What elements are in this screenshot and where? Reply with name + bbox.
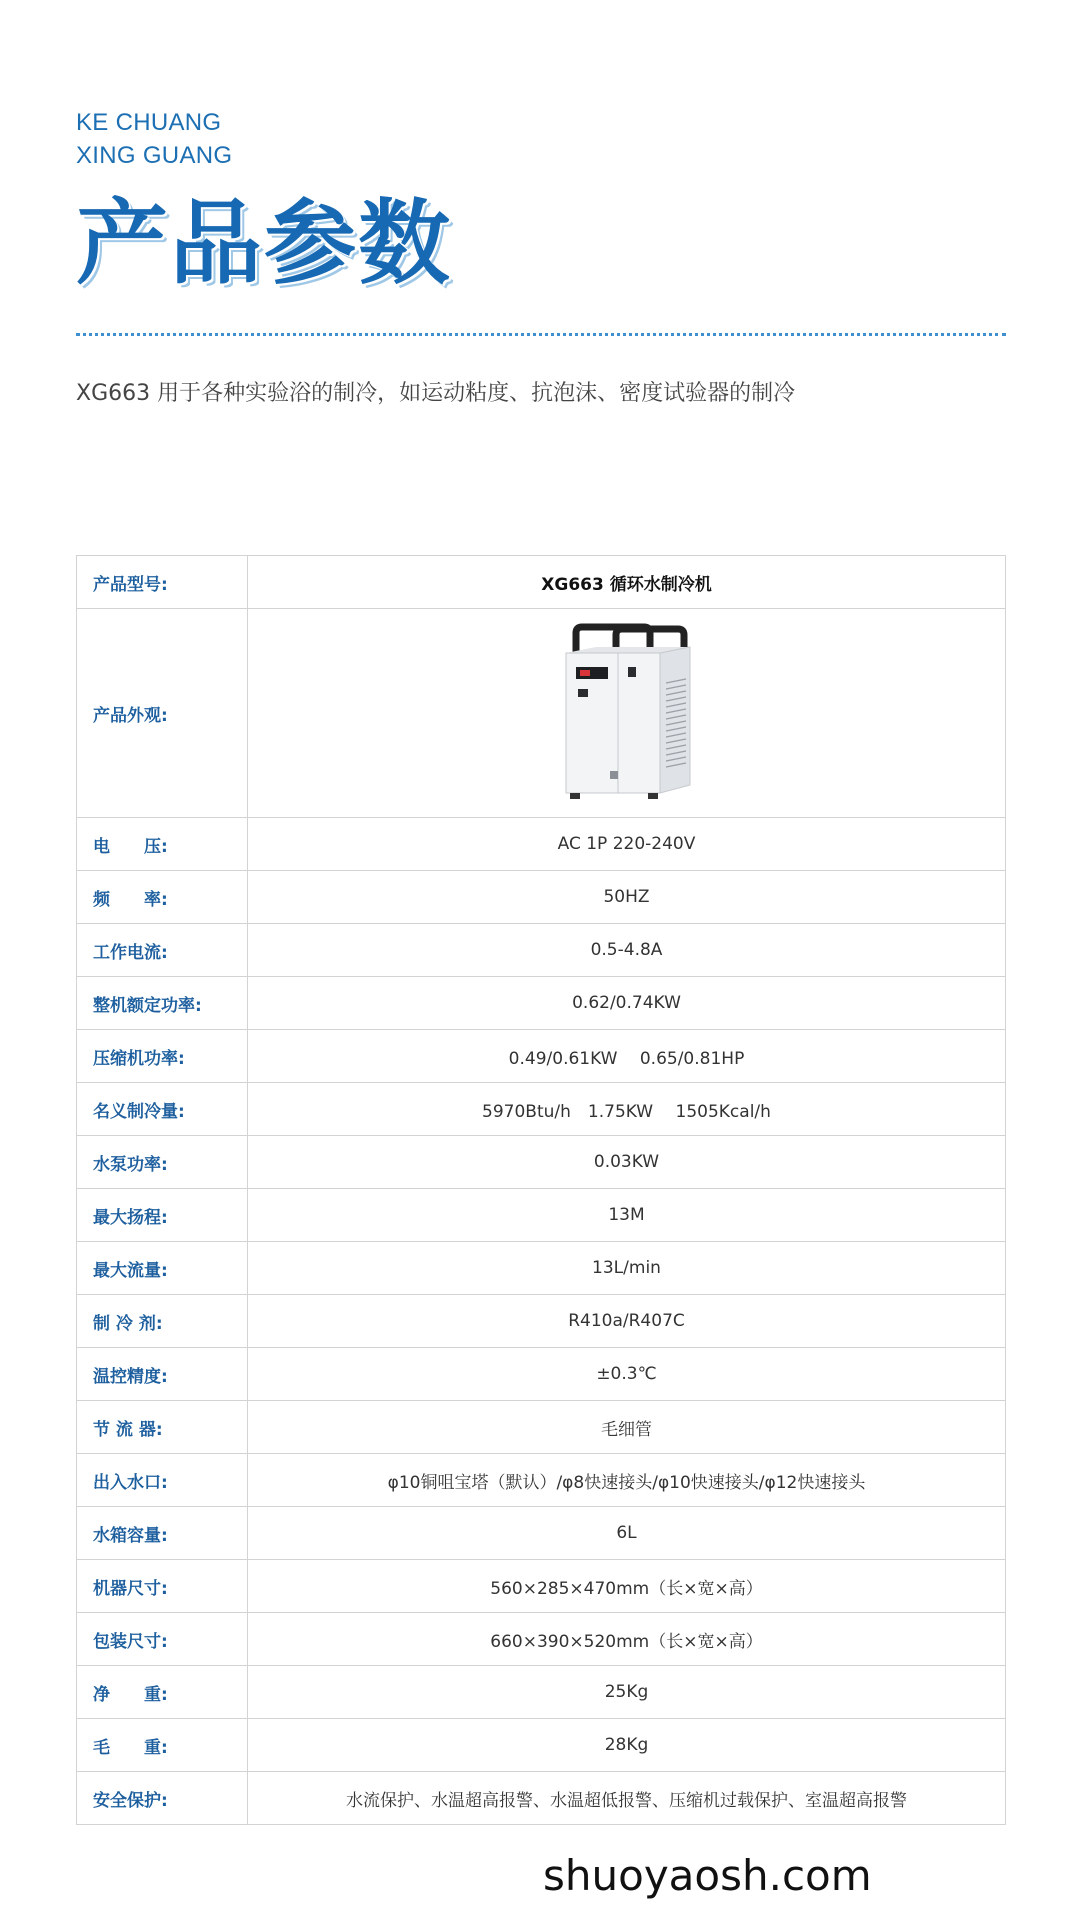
spec-value: 5970Btu/h 1.75KW 1505Kcal/h xyxy=(248,1083,1006,1136)
spec-row xyxy=(77,977,1006,1030)
spec-row xyxy=(77,1295,1006,1348)
spec-row xyxy=(77,1348,1006,1401)
spec-label: 产品外观: xyxy=(77,609,248,818)
product-image-cell xyxy=(248,609,1006,818)
spec-label: 包装尺寸: xyxy=(77,1613,248,1666)
dotted-divider xyxy=(76,333,1006,336)
page-title: 产品参数 xyxy=(76,189,453,297)
spec-row xyxy=(77,1666,1006,1719)
spec-value: ±0.3℃ xyxy=(248,1348,1006,1401)
spec-label: 名义制冷量: xyxy=(77,1083,248,1136)
spec-label: 净 重: xyxy=(77,1666,248,1719)
spec-label: 整机额定功率: xyxy=(77,977,248,1030)
spec-value: 13M xyxy=(248,1189,1006,1242)
spec-value: R410a/R407C xyxy=(248,1295,1006,1348)
spec-table xyxy=(76,555,1006,1825)
brand-line-2: XING GUANG xyxy=(76,142,233,169)
spec-value: 0.49/0.61KW 0.65/0.81HP xyxy=(248,1030,1006,1083)
spec-row xyxy=(77,1613,1006,1666)
spec-label: 温控精度: xyxy=(77,1348,248,1401)
spec-value: 50HZ xyxy=(248,871,1006,924)
spec-label: 工作电流: xyxy=(77,924,248,977)
spec-row xyxy=(77,1560,1006,1613)
spec-value: 0.62/0.74KW xyxy=(248,977,1006,1030)
spec-label: 节 流 器: xyxy=(77,1401,248,1454)
spec-value: φ10铜咀宝塔（默认）/φ8快速接头/φ10快速接头/φ12快速接头 xyxy=(248,1454,1006,1507)
spec-row-model xyxy=(77,556,1006,609)
spec-value: 13L/min xyxy=(248,1242,1006,1295)
spec-label: 毛 重: xyxy=(77,1719,248,1772)
spec-row xyxy=(77,1401,1006,1454)
spec-label: 电 压: xyxy=(77,818,248,871)
spec-label: 出入水口: xyxy=(77,1454,248,1507)
spec-row xyxy=(77,1083,1006,1136)
spec-row xyxy=(77,1507,1006,1560)
spec-row xyxy=(77,1136,1006,1189)
spec-value: XG663 循环水制冷机 xyxy=(248,556,1006,609)
spec-value: 0.03KW xyxy=(248,1136,1006,1189)
spec-row xyxy=(77,1719,1006,1772)
brand-line-1: KE CHUANG xyxy=(76,109,222,136)
spec-label: 水箱容量: xyxy=(77,1507,248,1560)
spec-label: 安全保护: xyxy=(77,1772,248,1825)
spec-row xyxy=(77,1454,1006,1507)
spec-label: 频 率: xyxy=(77,871,248,924)
spec-label: 机器尺寸: xyxy=(77,1560,248,1613)
chiller-unit-image xyxy=(552,623,702,803)
spec-value: 25Kg xyxy=(248,1666,1006,1719)
spec-value: 毛细管 xyxy=(248,1401,1006,1454)
product-description: XG663 用于各种实验浴的制冷，如运动粘度、抗泡沫、密度试验器的制冷 xyxy=(76,381,796,406)
spec-label: 产品型号: xyxy=(77,556,248,609)
spec-value: 6L xyxy=(248,1507,1006,1560)
spec-label: 压缩机功率: xyxy=(77,1030,248,1083)
spec-row xyxy=(77,1242,1006,1295)
spec-row xyxy=(77,924,1006,977)
spec-value: 660×390×520mm（长×宽×高） xyxy=(248,1613,1006,1666)
spec-row-appearance xyxy=(77,609,1006,818)
spec-value: 28Kg xyxy=(248,1719,1006,1772)
spec-row xyxy=(77,871,1006,924)
spec-label: 最大扬程: xyxy=(77,1189,248,1242)
spec-row xyxy=(77,1772,1006,1825)
spec-row xyxy=(77,1030,1006,1083)
spec-value: AC 1P 220-240V xyxy=(248,818,1006,871)
spec-value: 0.5-4.8A xyxy=(248,924,1006,977)
spec-label: 最大流量: xyxy=(77,1242,248,1295)
spec-value: 水流保护、水温超高报警、水温超低报警、压缩机过载保护、室温超高报警 xyxy=(248,1772,1006,1825)
spec-row xyxy=(77,818,1006,871)
spec-label: 水泵功率: xyxy=(77,1136,248,1189)
spec-value: 560×285×470mm（长×宽×高） xyxy=(248,1560,1006,1613)
spec-label: 制 冷 剂: xyxy=(77,1295,248,1348)
spec-row xyxy=(77,1189,1006,1242)
website-watermark: shuoyaosh.com xyxy=(543,1851,872,1900)
brand-name xyxy=(76,106,232,172)
